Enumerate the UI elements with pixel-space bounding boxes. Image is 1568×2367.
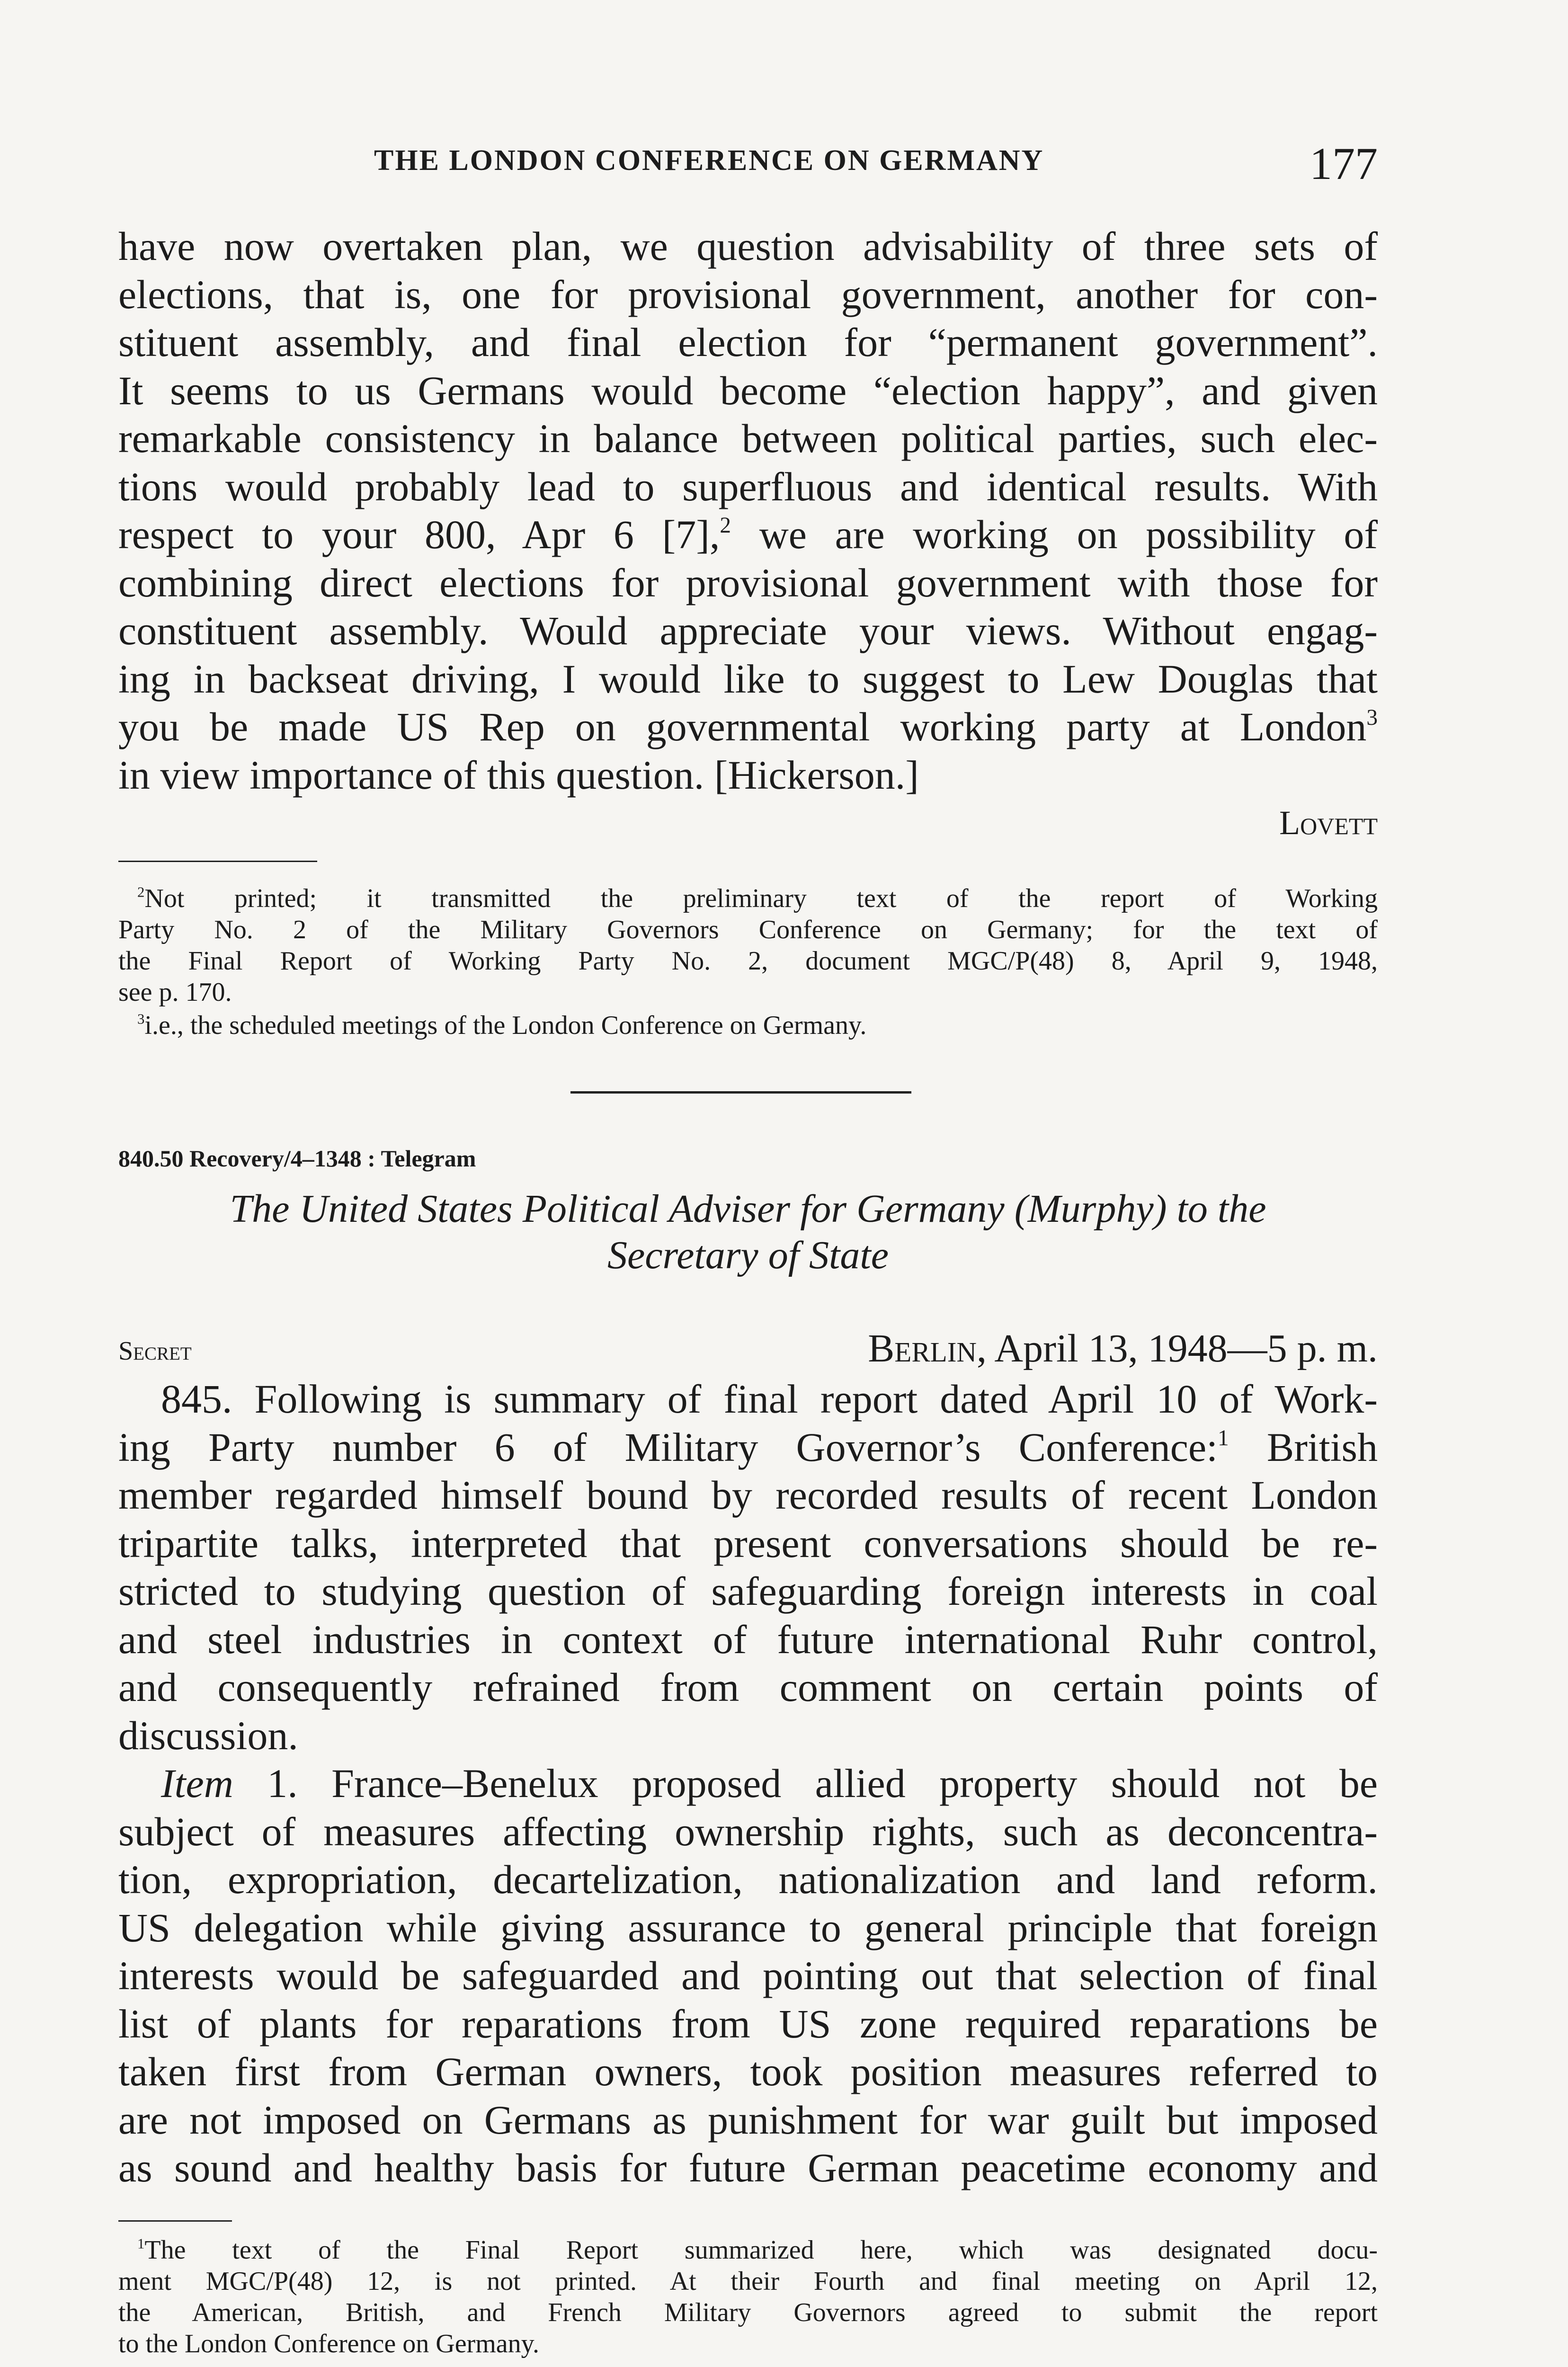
text-line: interests would be safeguarded and pointing out that selection of final bbox=[118, 1953, 1378, 1998]
heading-line: The United States Political Adviser for Germany (Murphy) to the bbox=[230, 1187, 1266, 1231]
footnote-marker: 2 bbox=[137, 884, 145, 900]
text-line: tripartite talks, interpreted that present conversations should be re- bbox=[118, 1520, 1378, 1566]
footnote-line bbox=[118, 2234, 1378, 2266]
text-line: list of plants for reparations from US zone required reparations be bbox=[118, 2001, 1378, 2047]
text-segment: Not printed; it transmitted the preliminary text of the report of Working bbox=[144, 884, 1378, 913]
text-line: stituent assembly, and final election for “permanent government”. bbox=[118, 320, 1378, 365]
footnote-rule bbox=[118, 861, 317, 862]
text-line: ing in backseat driving, I would like to suggest to Lew Douglas that bbox=[118, 656, 1378, 702]
text-line: member regarded himself bound by recorded results of recent London bbox=[118, 1472, 1378, 1518]
footnote-ref: 1 bbox=[1218, 1425, 1229, 1450]
footnote-marker: 1 bbox=[137, 2235, 145, 2252]
item-label: Item bbox=[161, 1761, 233, 1806]
telegram-body bbox=[118, 1375, 1378, 2192]
text-line: subject of measures affecting ownership rights, such as deconcentra- bbox=[118, 1808, 1378, 1854]
footnotes-top bbox=[118, 883, 1378, 1041]
document-heading bbox=[118, 1186, 1378, 1279]
text-line: remarkable consistency in balance between political parties, such elec- bbox=[118, 416, 1378, 461]
section-divider bbox=[570, 1091, 911, 1094]
text-segment: i.e., the scheduled meetings of the London Conference on Germany. bbox=[144, 1011, 867, 1040]
running-title: THE LONDON CONFERENCE ON GERMANY bbox=[374, 144, 1044, 177]
classification: Secret bbox=[118, 1336, 192, 1366]
text-line: combining direct elections for provisional government with those for bbox=[118, 560, 1378, 605]
footnote-line: to the London Conference on Germany. bbox=[118, 2329, 539, 2358]
meta-row bbox=[118, 1326, 1378, 1373]
footnote-ref: 3 bbox=[1366, 705, 1378, 730]
heading-line: Secretary of State bbox=[607, 1233, 889, 1277]
text-line: discussion. bbox=[118, 1712, 298, 1758]
text-line: and consequently refrained from comment on certain points of bbox=[118, 1664, 1378, 1710]
text-segment: British bbox=[1266, 1424, 1378, 1470]
footnote-rule bbox=[118, 2220, 232, 2222]
footnote-ref: 2 bbox=[720, 513, 731, 538]
text-segment: you be made US Rep on governmental working party at London bbox=[118, 704, 1367, 749]
footnotes-bottom bbox=[118, 2234, 1378, 2359]
text-segment: we are working on possibility of bbox=[759, 512, 1378, 557]
text-line: as sound and healthy basis for future German peacetime economy and bbox=[118, 2145, 1378, 2190]
footnote-line bbox=[118, 883, 1378, 914]
text-line: taken first from German owners, took position measures referred to bbox=[118, 2049, 1378, 2094]
text-line bbox=[118, 1760, 1378, 1808]
text-line: US delegation while giving assurance to general principle that foreign bbox=[118, 1904, 1378, 1950]
text-segment: ing Party number 6 of Military Governor’s Conference: bbox=[118, 1424, 1218, 1470]
text-line: It seems to us Germans would become “election happy”, and given bbox=[118, 367, 1378, 413]
text-line bbox=[118, 1424, 1378, 1472]
file-number: 840.50 Recovery/4–1348 : Telegram bbox=[118, 1145, 476, 1172]
text-segment: The text of the Final Report summarized here, which was designated docu- bbox=[144, 2235, 1378, 2265]
text-line: tions would probably lead to superfluous and identical results. With bbox=[118, 463, 1378, 509]
text-line: 845. Following is summary of final report dated April 10 of Work- bbox=[161, 1376, 1378, 1422]
footnote-line: the Final Report of Working Party No. 2, document MGC/P(48) 8, April 9, 1948, bbox=[118, 946, 1378, 976]
page-number: 177 bbox=[1310, 138, 1378, 189]
signature: Lovett bbox=[1279, 804, 1378, 842]
text-line: elections, that is, one for provisional government, another for con- bbox=[118, 271, 1378, 317]
dateline-date: , April 13, 1948—5 p. m. bbox=[976, 1326, 1378, 1370]
running-head bbox=[118, 137, 1378, 194]
footnote-line bbox=[118, 1010, 1378, 1041]
text-line: and steel industries in context of future international Ruhr control, bbox=[118, 1616, 1378, 1662]
footnote-line: the American, British, and French Military Governors agreed to submit the report bbox=[118, 2298, 1378, 2327]
text-line: tion, expropriation, decartelization, nationalization and land reform. bbox=[118, 1857, 1378, 1902]
text-line bbox=[118, 511, 1378, 559]
text-line: in view importance of this question. [Hickerson.] bbox=[118, 752, 919, 798]
text-segment: respect to your 800, Apr 6 [7], bbox=[118, 512, 720, 557]
dateline bbox=[868, 1326, 1378, 1371]
continuation-text bbox=[118, 222, 1378, 846]
text-line: have now overtaken plan, we question advisability of three sets of bbox=[118, 223, 1378, 269]
text-line: are not imposed on Germans as punishment for war guilt but imposed bbox=[118, 2097, 1378, 2143]
text-line: stricted to studying question of safeguarding foreign interests in coal bbox=[118, 1568, 1378, 1614]
dateline-city: Berlin bbox=[868, 1326, 977, 1370]
footnote-line: see p. 170. bbox=[118, 978, 232, 1007]
footnote-line: Party No. 2 of the Military Governors Conference on Germany; for the text of bbox=[118, 915, 1378, 944]
text-segment: 1. France–Benelux proposed allied property should not be bbox=[233, 1761, 1378, 1806]
footnote-line: ment MGC/P(48) 12, is not printed. At their Fourth and final meeting on April 12, bbox=[118, 2267, 1378, 2296]
text-line: constituent assembly. Would appreciate your views. Without engag- bbox=[118, 608, 1378, 653]
footnote-marker: 3 bbox=[137, 1011, 145, 1027]
text-line bbox=[118, 703, 1378, 751]
